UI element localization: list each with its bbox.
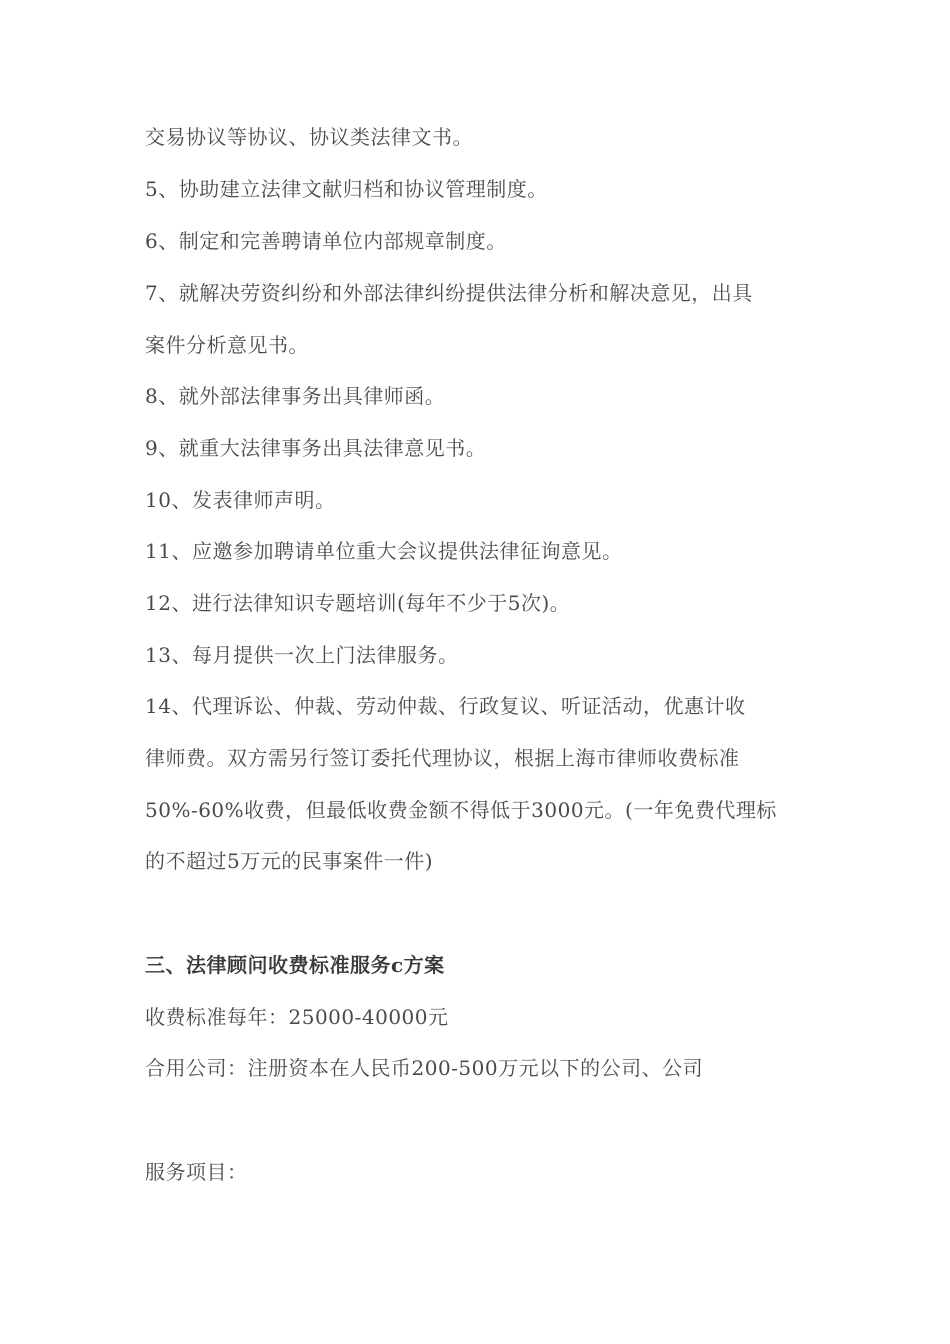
section-heading: 三、法律顾问收费标准服务c方案 [145,953,445,977]
applicable-company-line: 合用公司：注册资本在人民币200-500万元以下的公司、公司 [145,1056,704,1080]
services-label: 服务项目： [145,1160,248,1184]
text-line: 8、就外部法律事务出具律师函。 [145,384,446,408]
text-line: 5、协助建立法律文献归档和协议管理制度。 [145,177,548,201]
fee-standard-line: 收费标准每年：25000-40000元 [145,1005,449,1029]
text-line: 6、制定和完善聘请单位内部规章制度。 [145,229,507,253]
text-line: 12、进行法律知识专题培训(每年不少于5次)。 [145,591,571,615]
text-line: 律师费。双方需另行签订委托代理协议，根据上海市律师收费标准 [145,746,740,770]
text-line: 7、就解决劳资纠纷和外部法律纠纷提供法律分析和解决意见，出具 [145,281,753,305]
text-line: 9、就重大法律事务出具法律意见书。 [145,436,487,460]
text-line: 50%-60%收费，但最低收费金额不得低于3000元。(一年免费代理标 [145,798,777,822]
text-line: 13、每月提供一次上门法律服务。 [145,643,459,667]
text-line: 11、应邀参加聘请单位重大会议提供法律征询意见。 [145,539,623,563]
text-line: 交易协议等协议、协议类法律文书。 [145,125,473,149]
text-line: 14、代理诉讼、仲裁、劳动仲裁、行政复议、听证活动，优惠计收 [145,694,746,718]
text-line: 的不超过5万元的民事案件一件) [145,849,434,873]
text-line: 10、发表律师声明。 [145,488,336,512]
text-line: 案件分析意见书。 [145,333,309,357]
